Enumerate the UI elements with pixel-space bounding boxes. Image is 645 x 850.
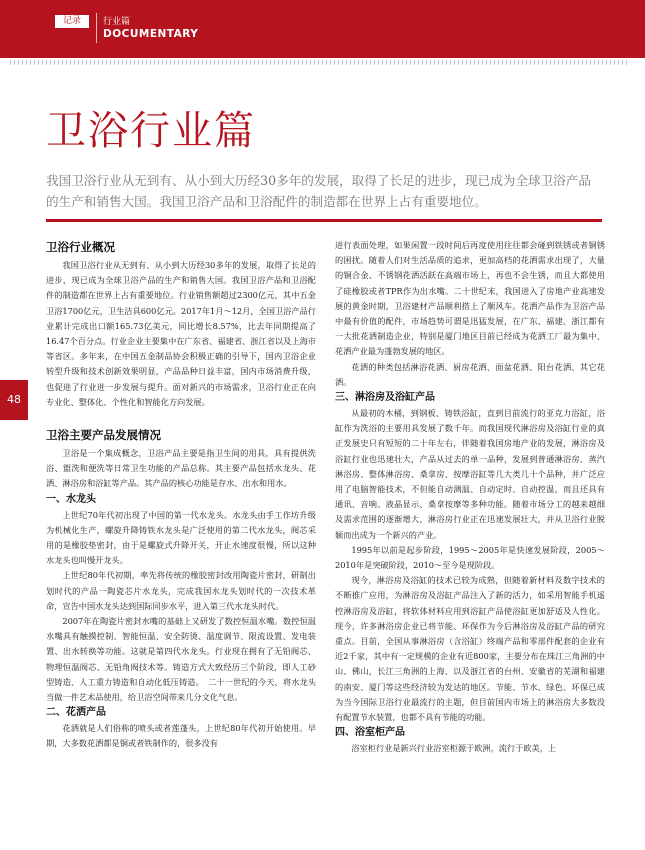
page-number: 48 [0,380,28,420]
paragraph-bath-1: 从最初的木桶，到钢板、铸铁浴缸，直到目前流行的亚克力浴缸，浴缸作为洗浴的主要用具发展了数千年。而我国现代淋浴房及浴缸行业的真正发展史只有短短的二十年左右，伴随着我国房地产业的发展，淋浴房及浴缸行业也迅速壮大，产品从过去的单一品种，发展到普通淋浴房、蒸汽淋浴房、整体淋浴房、桑拿房、按摩浴缸等几大类几十个品种，并广泛应用了电脑智能技术，不但能自动测温、自动定时、自动控温，而且还具有通讯、音响、液晶显示、桑拿按摩等多种功能。随着市场分工的越来越细及需求范围的逐渐增大，淋浴房行业正在迅速发展壮大，并从卫浴行业脱颖而出成为一个新兴的产业。 [335,408,605,540]
header-section-en: DOCUMENTARY [103,28,199,40]
header-tick-ruler [10,60,630,65]
paragraph-faucet-2: 上世纪80年代初期，率先将传统的橡胶密封改用陶瓷片密封，研制出划时代的产品一陶瓷芯片水龙头，完成我国水龙头划时代的一次技术革命，宣告中国水龙头达到国际同步水平，进入第三代水龙头时代。 [46,570,316,611]
page-title: 卫浴行业篇 [46,108,256,154]
paragraph-faucet-3: 2007年在陶瓷片密封水嘴的基础上又研发了数控恒温水嘴。数控恒温水嘴具有触摸控制、智能恒温、安全防烫、温度调节、限流设置、发电装置、出水转换等功能。这就是第四代水龙头。行业现在拥有了无铅阀芯、物理恒温阀芯、无铅角阀技术等。铸造方式大致经历三个阶段，即人工砂型铸造、人工重力铸造和自动化低压铸造。 二十一世纪的今天，将水龙头当做一件艺术品使用，给卫浴空间带来几分文化气息。 [46,616,316,703]
header-divider [96,13,97,43]
paragraph-products: 卫浴是一个集成概念，卫浴产品主要是指卫生间的用具，具有提供洗浴、盥洗和便洗等日常卫生功能的产品总称。其主要产品包括水龙头、花洒、淋浴房和浴缸等产品。其产品的核心功能是存水、出水和用水。 [46,448,316,489]
paragraph-bath-3: 现今，淋浴房及浴缸的技术已较为成熟，但随着新材料及数字技术的不断推广应用，为淋浴房及浴缸产品注入了新的活力，如采用智能手机遥控淋浴房及浴缸，将软体材料应用到浴缸产品使浴缸更加舒适及人性化。现今，许多淋浴房企业已将节能、环保作为今后淋浴房及浴缸产品的研究重点。目前，全国从事淋浴房（含浴缸）终端产品和零部件配套的企业有近2千家，其中有一定规模的企业有近800家，主要分布在珠江三角洲的中山、佛山，长江三角洲的上海、以及浙江省的台州、安徽省的芜湖和福建的南安、厦门等这些经济较为发达的地区。节能、节水、绿色、环保已成为当今国际卫浴行业最流行的主题，但目前国内市场上的淋浴房大多数没有配置节水装置，也都不具有节能的功能。 [335,575,605,723]
heading-products: 卫浴主要产品发展情况 [46,428,161,443]
header-tag: 记录 [55,15,89,28]
paragraph-overview: 我国卫浴行业从无到有、从小到大历经30多年的发展，取得了长足的进步，现已成为全球卫浴产品的生产和销售大国。我国卫浴产品和卫浴配件的制造都在世界上占有重要地位。行业销售额超过2300亿元，其中五金卫浴1700亿元，卫生洁具600亿元。2017年1月～12月，全国卫浴产品行业累计完成出口额165.73亿美元，同比增长8.57%，比去年同期提高了16.47个百分点。行业企业主要集中在广东省、福建省、浙江省以及上海市等省区。多年来，在中国五金制品协会积极正确的引导下，国内卫浴企业转型升级和技术创新效果明显，产品品种日益丰富，国内市场消费升级，也促进了行业进一步发展与提升。面对新兴的市场需求，卫浴行业正在向专业化、整体化、个性化和智能化方向发展。 [46,260,316,407]
paragraph-cabinet: 浴室柜行业是新兴行业浴室柜源于欧洲，流行于欧美，上 [351,743,557,754]
paragraph-faucet-1: 上世纪70年代初出现了中国的第一代水龙头。水龙头由手工作坊升级为机械化生产，螺旋升降铸铁水龙头是广泛使用的第二代水龙头，阀芯采用的是橡胶垫密封，由于是螺旋式升降开关，开止水速度很慢，所以这种水龙头也叫慢开龙头。 [46,509,316,566]
paragraph-shower-3: 花洒的种类包括淋浴花洒、厨房花洒、面盆花洒、阳台花洒、其它花洒。 [335,361,605,387]
intro-divider [46,219,602,222]
heading-shower: 二、花洒产品 [46,707,106,719]
heading-faucet: 一、水龙头 [46,493,96,505]
header-band [0,0,645,58]
left-column [46,238,316,752]
paragraph-shower-2: 进行表面处理，如果闲置一段时间后再度使用往往都会碰到铁锈或者铜锈的困扰。随着人们对生活品质的追求，更加高档的花洒需求出现了，大量的铜合金、不锈钢花洒活跃在高端市场上，再也不会生锈，而且大都使用了硅橡胶或者TPR作为出水嘴。二十世纪末，我国进入了房地产业高速发展的黄金时期，卫浴建材产品顺利搭上了顺风车。花洒产品作为卫浴产品中最有价值的配件，市场趋势可谓是迅猛发展，在广东、福建、浙江都有一大批花洒制造企业，特别是厦门地区目前已经成为花洒工厂最为集中、花洒产业最为蓬勃发展的地区。 [335,240,605,357]
header-section-cn: 行业篇 [103,17,131,27]
intro-paragraph: 我国卫浴行业从无到有、从小到大历经30多年的发展，取得了长足的进步，现已成为全球卫浴产品的生产和销售大国。我国卫浴产品和卫浴配件的制造都在世界上占有重要地位。 [46,173,591,209]
paragraph-bath-2: 1995年以前是起步阶段，1995～2005年是快速发展阶段，2005～2010年是突破阶段，2010～至今是现阶段。 [335,544,605,571]
paragraph-shower-1: 花洒就是人们俗称的喷头或者莲蓬头，上世纪80年代初开始使用。早期，大多数花洒都是铜或者铁制作的，很多没有 [46,723,316,749]
right-column [335,238,605,757]
heading-overview: 卫浴行业概况 [46,240,115,254]
heading-cabinet: 四、浴室柜产品 [335,727,405,739]
heading-bath: 三、淋浴房及浴缸产品 [335,392,435,404]
